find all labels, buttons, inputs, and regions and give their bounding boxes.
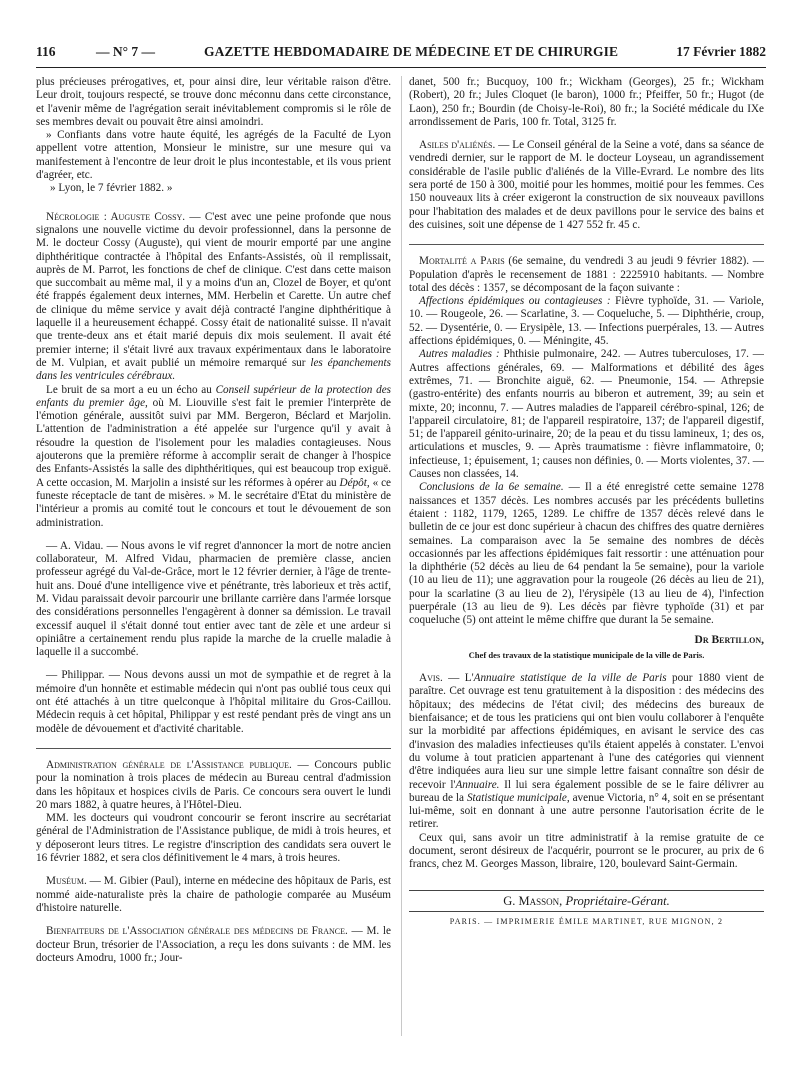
autres-maladies: Autres maladies : Phthisie pulmonaire, 242. — Autres tuberculoses, 17. — Autres affections générales, 69. — Malformations et débilité des âges extrêmes, 71. — Bronchite aiguë, 62. — Pneumonie, 154. — Athrepsie (gastro-entérite) des enfants nourris au biberon et autrement, 39; au sein et mixte, 20; inconnu, 7. — Autres maladies de l'appareil cérébro-spinal, 126; de l'appareil circulatoire, 81; de l'appareil respiratoire, 137; de l'appareil digestif, 51; de l'appareil génito-urinaire, 20; de la peau et du tissu lamineux, 1; des os, articulations et muscles, 9. — Après traumatisme : fièvre inflammatoire, 0; infectieuse, 1; épuisement, 1; causes non définies, 0. — Morts violentes, 37. — Causes non classées, 14. [409,348,764,481]
avis-paragraph-2: Ceux qui, sans avoir un titre administratif à la remise gratuite de ce document, seront désireux de l'acquérir, pourront se le procurer, au prix de 6 francs, chez M. Georges Masson, libraire, 120, boulevard Saint-Germain. [409,831,764,871]
signature-title: Chef des travaux de la statistique municipale de la ville de Paris. [468,649,705,660]
necrology-text: — C'est avec une peine profonde que nous signalons une nouvelle victime du devoir professionnel, dans la personne de M. le docteur Cossy (Auguste), qui vient de mourir emporté par une angine diphthéritique contractée à l'hôpital des Enfants-Assistés, où il remplissait, auprès de M. Parrot, les fonctions de chef de clinique. C'est dans cette maison que succombait au même mal, il y a moins d'un an, Clozel de Boyer, et qu'ont été frappés également deux internes, MM. Herbelin et Carette. Un autre chef de clinique du même service y avait déjà contracté l'angine diphthéritique à laquelle il a heureusement échappé. Cossy était de nationalité suisse. Il n'avait que trente-deux ans et était marié depuis dix mois seulement. Il avait été premier interne; il s'était livré aux travaux expérimentaux dans le laboratoire de M. Vulpian, et avait publié un mémoire remarqué sur [36,210,391,369]
necrology-heading: Nécrologie : Auguste Cossy. [46,210,186,223]
intro-signoff [36,182,391,195]
issue-number: — N° 7 — [96,44,156,59]
page-header [36,41,766,68]
bienfaiteurs-continued: danet, 500 fr.; Bucquoy, 100 fr.; Wickham (Georges), 25 fr.; Wickham (Robert), 20 fr.; Jules Cloquet (le baron), 1000 fr.; Pfeiffer, 50 fr.; Hugot (de Laon), 250 fr.; Bourdin (de Choisy-le-Roi), 80 fr.; la Société médicale du IXe arrondissement de Paris, 100 fr. Total, 3125 fr. [409,76,764,128]
avis-notice: Avis. — L'Annuaire statistique de la ville de Paris pour 1880 vient de paraître. Cet ouvrage est tenu gratuitement à la disposition : des médecins des hôpitaux; des médecins de l'état civil; des médecins des bureaux de bienfaisance; et de tous les praticiens qui ont bien voulu collaborer à l'enquête sur la morbidité par affections épidémiques, en avisant le service des cas d'invasion des maladies infectieuses qu'ils étaient appelés à constater. L'envoi du volume à tout praticien appartenant à l'une des catégories qui viennent d'être indiquées aura lieu sur une simple lettre faisant connaître son désir de recevoir l'Annuaire. Il lui sera également possible de se le faire délivrer au bureau de la Statistique municipale, avenue Victoria, n° 4, soit en se présentant lui-même, soit en donnant à une autre personne l'autorisation écrite de le retirer. [409,672,764,831]
section-divider-right [409,244,764,245]
column-rule [401,76,402,1036]
page-number: 116 [36,44,56,59]
intro-paragraph-2: » Confiants dans votre haute équité, les agrégés de la Faculté de Lyon appellent votre attention, Monsieur le ministre, sur une mesure qui va manifestement à l'encontre de leur droit le plus incontestable, et ils vous prient d'agréer, etc. [36,129,391,182]
assistance-publique-notice: Administration générale de l'Assistance publique. — Concours public pour la nomination à trois places de médecin au Bureau central d'admission dans les hôpitaux et hospices civils de Paris. Ce concours sera ouvert le lundi 20 mars 1882, à quatre heures, à l'Hôtel-Dieu. [36,758,391,811]
publisher-line [409,890,764,912]
necrology-italic: les épanchements dans les ventricules cérébraux. [36,356,391,383]
necrology-cossy [36,211,391,384]
mortalite-notice: Mortalité a Paris (6e semaine, du vendredi 3 au jeudi 9 février 1882). — Population d'après le recensement de 1881 : 2225910 habitants. — Nombre total des décès : 1357, se décomposant de la façon suivante : [409,255,764,294]
conclusions: Conclusions de la 6e semaine. — Il a été enregistré cette semaine 1278 naissances et 1357 décès. Les nombres accusés par les précédents bulletins étaient : 1182, 1179, 1265, 1289. Le chiffre de 1357 décès relevé dans le bulletin de ce jour est donc supérieur à chacun des chiffres des quatre dernières semaines. La comparaison avec la 5e semaine des nombres de décès occasionnés par les affections épidémiques fait ressortir : une atténuation pour la diphthérie (52 décès au lieu de 64 pendant la 5e semaine), pour la variole (10 au lieu de 11); une aggravation pour la rougeole (26 décès au lieu de 21), pour la scarlatine (3 au lieu de 2), l'érysipèle (13 au lieu de 4), l'infection puerpérale (13 au lieu de 9). Les décès par fièvre typhoïde (31) et par coqueluche (5) ont atteint le même chiffre que durant la 5e semaine. [409,481,764,627]
necrology-vidau: — A. Vidau. — Nous avons le vif regret d'annoncer la mort de notre ancien collaborateur, M. Alfred Vidau, pharmacien de première classe, ancien professeur agrégé du Val-de-Grâce, mort le 12 février dernier, à l'âge de trente-huit ans. Doué d'une intelligence vive et pénétrante, très laborieux et très actif, M. Vidau paraissait devoir parcourir une brillante carrière dans l'armée lorsque des considérations personnelles l'engagèrent à donner sa démission. Le travail excessif auquel il s'était donné tout entier avec tant de zèle et une ardeur si opiniâtre a certainement rendu plus rapide la marche de la cruelle maladie à laquelle il a succombé. [36,539,391,659]
assistance-heading: Administration générale de l'Assistance publique. [46,758,292,771]
bienfaiteurs-notice: Bienfaiteurs de l'Association générale des médecins de France. — M. le docteur Brun, trésorier de l'Association, a reçu les dons suivants : de MM. les docteurs Amodru, 1000 fr.; Jour- [36,925,391,964]
avis-heading: Avis. [419,672,443,685]
right-column [409,76,764,1061]
museum-notice: Muséum. — M. Gibier (Paul), interne en médecine des hôpitaux de Paris, est nommé aide-naturaliste près la chaire de pathologie comparée au Muséum d'histoire naturelle. [36,875,391,914]
intro-date-line: » Lyon, le 7 février 1882. » [50,182,173,195]
signature-bertillon: Dr Bertillon, [694,633,764,646]
section-divider [36,748,391,749]
necrology-philippar: — Philippar. — Nous devons aussi un mot de sympathie et de regret à la mémoire d'un honnête et estimable médecin qui n'ont pas oublié tous ceux qui ont été attachés à un titre quelconque à l'hôpital militaire du Gros-Caillou. Médecin requis à cet hôpital, Philippar y est resté pendant près de vingt ans un modèle de dévouement et d'activité charitable. [36,669,391,735]
left-column [36,76,391,1061]
publisher-name: G. Masson, [503,893,563,908]
mortalite-heading: Mortalité a Paris [419,255,505,268]
intro-paragraph-1: plus précieuses prérogatives, et, pour ainsi dire, leur véritable raison d'être. Leur droit, toujours respecté, se trouve donc méconnu dans cette circonstance, et l'avenir même de l'agrégation serait inévitablement compromis si le rôle de ses membres devait ou pouvait être ainsi amoindri. [36,76,391,128]
asiles-notice: Asiles d'aliénés. — Le Conseil général de la Seine a voté, dans sa séance de vendredi dernier, sur le rapport de M. le docteur Loyseau, un agrandissement considérable de l'asile public d'aliénés de la Ville-Evrard. Le nombre des lits sera porté de 150 à 300, moitié pour les hommes, moitié pour les femmes. Ces 150 nouveaux lits à créer exigeront la construction de six nouveaux pavillons pour l'habitation des malades et de deux pavillons pour le service des bains et des cuisines, soit une dépense de 1 427 552 fr. 45 c. [409,139,764,231]
printer-line: PARIS. — IMPRIMERIE ÉMILE MARTINET, RUE MIGNON, 2 [449,916,724,926]
publisher-role: Propriétaire-Gérant. [562,893,670,908]
assistance-paragraph-2: MM. les docteurs qui voudront concourir se feront inscrire au secrétariat général de l'Administration de l'Assistance publique, de midi à trois heures, et y déposeront leurs titres. Le registre d'inscription des candidats sera ouvert le 16 février 1882, et sera clos définitivement le 4 mars, à trois heures. [36,812,391,865]
necrology-paragraph-2: Le bruit de sa mort a eu un écho au Conseil supérieur de la protection des enfants du premier âge, où M. Liouville s'est fait le premier l'interprète de l'émotion générale, aussitôt suivi par MM. Bergeron, Béclard et Marjolin. L'attention de l'administration a été appelée sur l'urgence qu'il y avait à résoudre la question de l'isolement pour les maladies contagieuses. Nous ajouterons que la première réforme à accomplir serait de changer à l'hospice des Enfants-Assistés la salle des diphthéritiques, qui est beaucoup trop exiguë. A cette occasion, M. Marjolin a insisté sur les réformes à opérer au Dépôt, « ce funeste réceptacle de tant de misères. » M. le secrétaire d'Etat du ministère de l'intérieur a promis au comité tout le concours et tout le dévouement de son administration. [36,383,391,529]
journal-title: GAZETTE HEBDOMADAIRE DE MÉDECINE ET DE CHIRURGIE [204,44,619,59]
affections-epidemiques: Affections épidémiques ou contagieuses : Fièvre typhoïde, 31. — Variole, 10. — Rougeole, 26. — Scarlatine, 3. — Coqueluche, 5. — Diphthérie, croup, 52. — Dysentérie, 0. — Erysipèle, 13. — Infections puerpérales, 13. — Autres affections épidémiques, 0. — Méningite, 45. [409,295,764,348]
bienfaiteurs-heading: Bienfaiteurs de l'Association générale des médecins de France. [46,925,348,938]
asiles-heading: Asiles d'aliénés. [419,139,496,152]
museum-heading: Muséum. [46,875,87,888]
issue-date: 17 Février 1882 [676,44,766,59]
